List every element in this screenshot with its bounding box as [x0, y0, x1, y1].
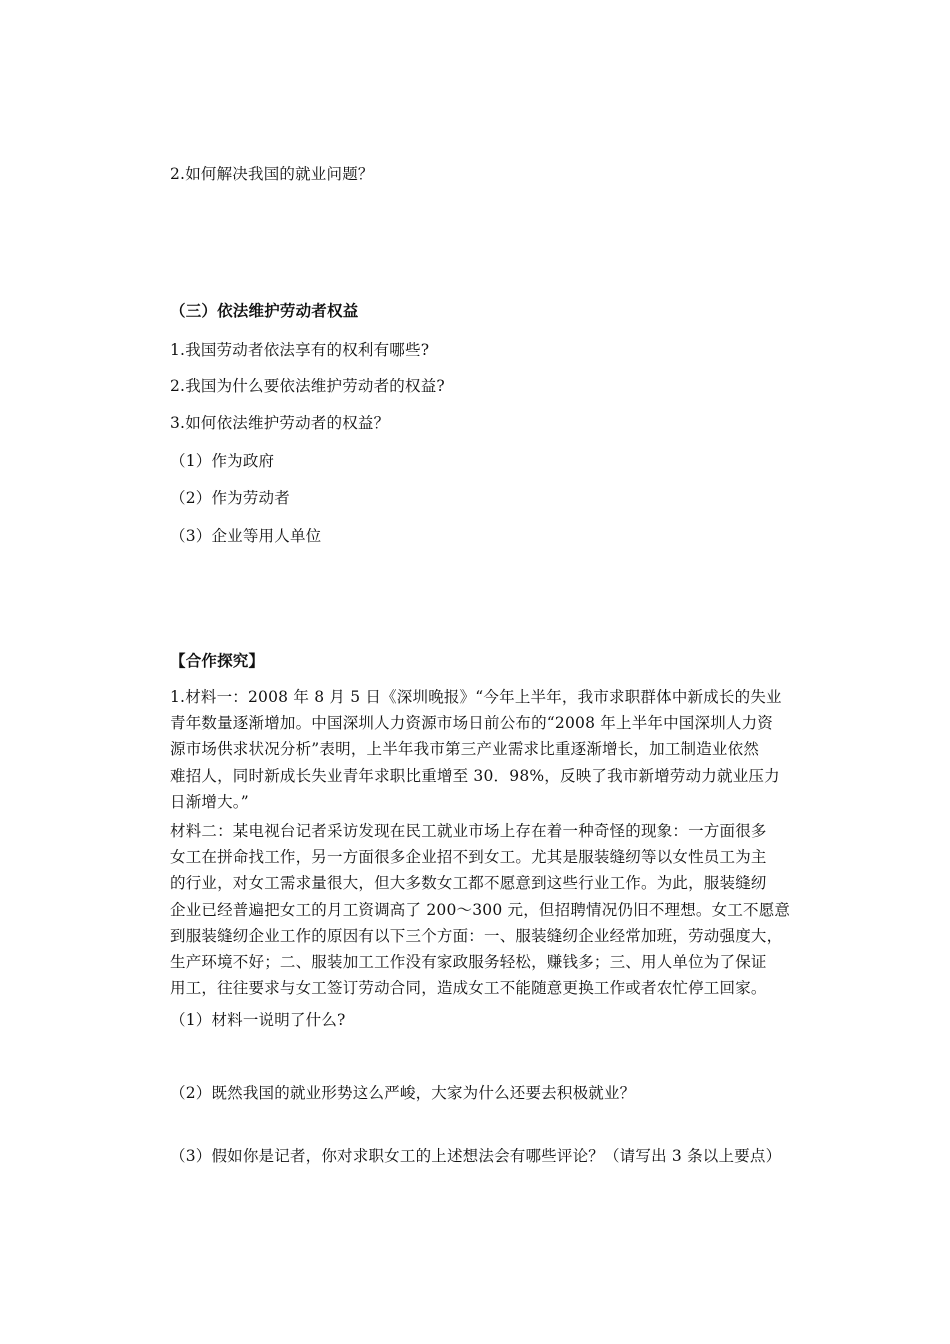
material-1-line: 源市场供求状况分析”表明，上半年我市第三产业需求比重逐渐增长，加工制造业依然: [170, 740, 760, 759]
employment-question-2: 2.如何解决我国的就业问题？: [170, 165, 374, 183]
section-3-question-2: 2.我国为什么要依法维护劳动者的权益?: [170, 377, 445, 395]
material-2-line: 生产环境不好；二、服装加工工作没有家政服务轻松，赚钱多；三、用人单位为了保证: [170, 953, 767, 972]
cooperation-heading: 【合作探究】: [170, 651, 265, 670]
section-3-subitem-1: （1）作为政府: [170, 452, 275, 470]
material-1-line: 日渐增大。”: [170, 792, 249, 811]
material-2-line: 企业已经普遍把女工的月工资调高了 200～300 元，但招聘情况仍旧不理想。女工不愿意: [170, 900, 791, 919]
section-3-subitem-3: （3）企业等用人单位: [170, 527, 322, 545]
material-2-line: 到服装缝纫企业工作的原因有以下三个方面：一、服装缝纫企业经常加班，劳动强度大，: [170, 926, 783, 945]
section-3-subitem-2: （2）作为劳动者: [170, 489, 290, 507]
material-2-paragraph: [170, 818, 826, 1001]
material-1-line: 青年数量逐渐增加。中国深圳人力资源市场日前公布的“2008 年上半年中国深圳人力资: [170, 714, 773, 733]
section-3-heading: （三）依法维护劳动者权益: [170, 301, 359, 320]
material-1-line: 难招人，同时新成长失业青年求职比重增至 30．98%，反映了我市新增劳动力就业压力: [170, 766, 780, 785]
cooperation-question-3: （3）假如你是记者，你对求职女工的上述想法会有哪些评论？（请写出 3 条以上要点）: [170, 1147, 782, 1165]
cooperation-question-2: （2）既然我国的就业形势这么严峻，大家为什么还要去积极就业？: [170, 1084, 636, 1102]
material-2-line: 用工，往往要求与女工签订劳动合同，造成女工不能随意更换工作或者农忙停工回家。: [170, 979, 767, 998]
material-1-paragraph: [170, 684, 826, 815]
section-3-question-3: 3.如何依法维护劳动者的权益？: [170, 414, 390, 432]
material-1-line: 1.材料一：2008 年 8 月 5 日《深圳晚报》“今年上半年，我市求职群体中新成长的失业: [170, 688, 782, 706]
cooperation-question-1: （1）材料一说明了什么?: [170, 1011, 346, 1029]
material-2-line: 的行业，对女工需求量很大，但大多数女工都不愿意到这些行业工作。为此，服装缝纫: [170, 874, 767, 893]
material-2-line: 女工在拼命找工作，另一方面很多企业招不到女工。尤其是服装缝纫等以女性员工为主: [170, 848, 767, 867]
section-3-question-1: 1.我国劳动者依法享有的权利有哪些?: [170, 341, 430, 359]
material-2-line: 材料二：某电视台记者采访发现在民工就业市场上存在着一种奇怪的现象：一方面很多: [170, 822, 767, 840]
